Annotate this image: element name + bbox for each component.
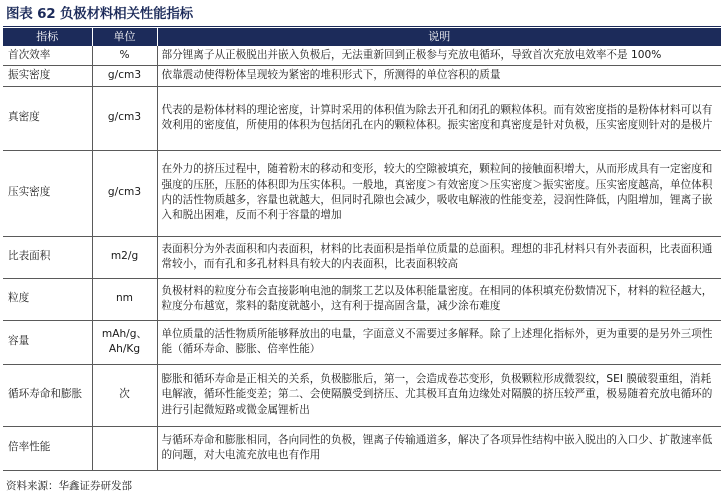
metric-description: 与循环寿命和膨胀相同，各向同性的负极，锂离子传输通道多，解决了各项异性结构中嵌入脱出的入口少、扩散速率低的问题，对大电流充放电也有作用 (157, 426, 721, 470)
metric-unit (92, 426, 157, 470)
metric-name: 循环寿命和膨胀 (3, 364, 92, 426)
table-row (3, 426, 721, 470)
metric-description: 依靠震动使得粉体呈现较为紧密的堆积形式下，所测得的单位容积的质量 (157, 65, 721, 86)
table-row (3, 320, 721, 364)
metric-name: 首次效率 (3, 46, 92, 65)
metric-unit: m2/g (92, 236, 157, 278)
metric-name: 真密度 (3, 86, 92, 150)
metric-description: 负极材料的粒度分布会直接影响电池的制浆工艺以及体积能量密度。在相同的体积填充份数情况下，材料的粒径越大，粒度分布越宽，浆料的黏度就越小，这有利于提高固含量，减少涂布难度 (157, 278, 721, 320)
metric-description: 在外力的挤压过程中，随着粉末的移动和变形，较大的空隙被填充，颗粒间的接触面积增大，从而形成具有一定密度和强度的压胚，压胚的体积即为压实体积。一般地，真密度＞有效密度＞压实密度＞振实密度。压实密度越高，单位体积内的活性物质越多，容量也就越大，但同时孔隙也会减少，吸收电解液的性能变差，浸润性降低，内阻增加，锂离子嵌入和脱出困难，反而不利于容量的增加 (157, 150, 721, 236)
metric-unit: mAh/g、Ah/Kg (92, 320, 157, 364)
header-unit: 单位 (92, 28, 157, 46)
metric-unit: nm (92, 278, 157, 320)
title-rule (3, 26, 721, 27)
table-row (3, 86, 721, 150)
source-note: 资料来源：华鑫证券研发部 (6, 480, 132, 492)
metric-description: 部分锂离子从正极脱出并嵌入负极后，无法重新回到正极参与充放电循环，导致首次充放电效率不是 100% (157, 46, 721, 65)
table-row (3, 150, 721, 236)
metric-name: 容量 (3, 320, 92, 364)
header-metric: 指标 (3, 28, 92, 46)
metric-description: 代表的是粉体材料的理论密度，计算时采用的体积值为除去开孔和闭孔的颗粒体积。而有效密度指的是粉体材料可以有效利用的密度值，所使用的体积为包括闭孔在内的颗粒体积。振实密度和真密度是针对负极，压实密度则针对的是极片 (157, 86, 721, 150)
table-row (3, 236, 721, 278)
metric-name: 压实密度 (3, 150, 92, 236)
metric-unit: g/cm3 (92, 150, 157, 236)
table-row (3, 364, 721, 426)
metrics-table (3, 28, 721, 471)
metric-name: 粒度 (3, 278, 92, 320)
metric-name: 倍率性能 (3, 426, 92, 470)
metric-description: 表面积分为外表面积和内表面积，材料的比表面积是指单位质量的总面积。理想的非孔材料只有外表面积，比表面积通常较小，而有孔和多孔材料具有较大的内表面积，比表面积较高 (157, 236, 721, 278)
metric-unit: g/cm3 (92, 65, 157, 86)
table-row (3, 65, 721, 86)
metric-unit: g/cm3 (92, 86, 157, 150)
metric-description: 膨胀和循环寿命是正相关的关系，负极膨胀后，第一，会造成卷芯变形，负极颗粒形成微裂纹，SEI 膜破裂重组，消耗电解液，循环性能变差；第二、会使隔膜受到挤压、尤其极耳直角边缘处对隔膜的挤压较严重，极易随着充放电循环的进行引起微短路或微金属锂析出 (157, 364, 721, 426)
table-row (3, 46, 721, 65)
table-title: 图表 62 负极材料相关性能指标 (6, 6, 193, 22)
metric-unit: % (92, 46, 157, 65)
metric-name: 振实密度 (3, 65, 92, 86)
metric-unit: 次 (92, 364, 157, 426)
table-header-row (3, 28, 721, 46)
table-row (3, 278, 721, 320)
metric-name: 比表面积 (3, 236, 92, 278)
metric-description: 单位质量的活性物质所能够释放出的电量，字面意义不需要过多解释。除了上述理化指标外，更为重要的是另外三项性能（循环寿命、膨胀、倍率性能） (157, 320, 721, 364)
header-description: 说明 (157, 28, 721, 46)
